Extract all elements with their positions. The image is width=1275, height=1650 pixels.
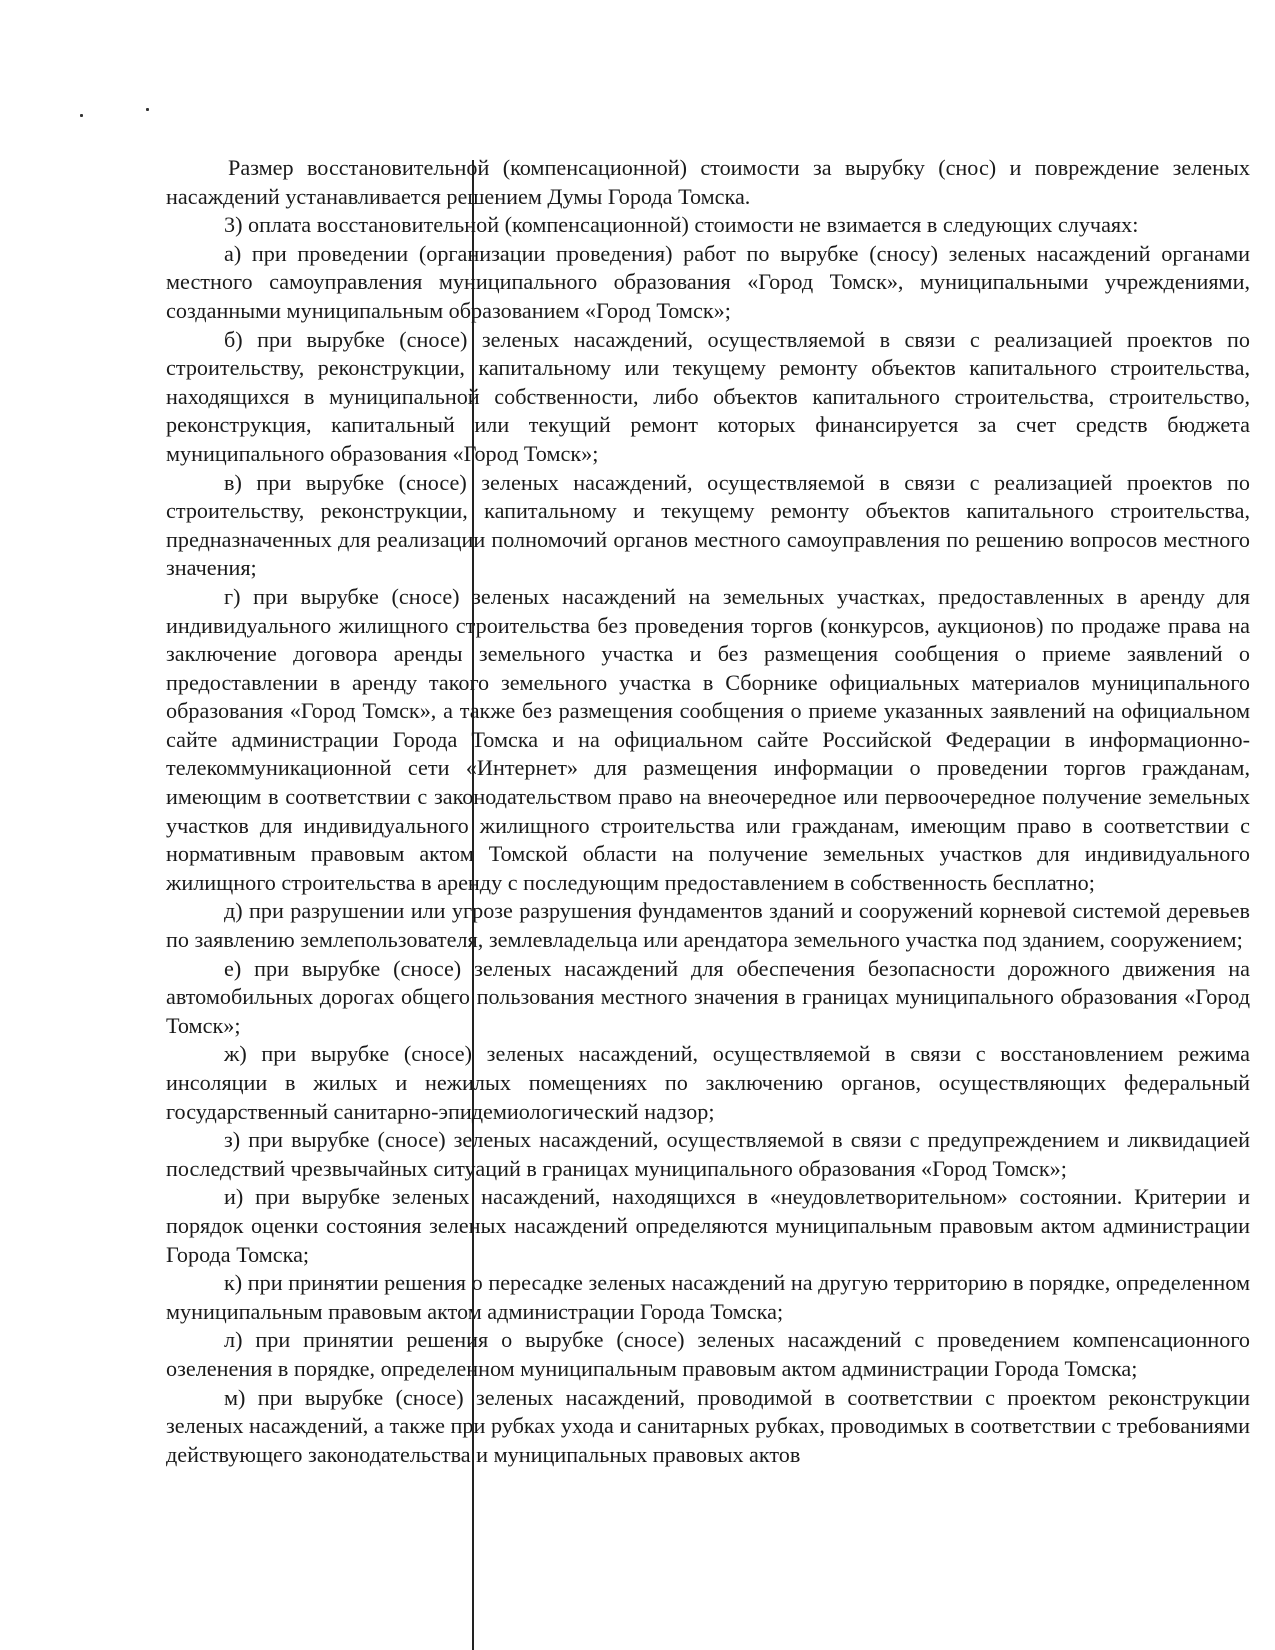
paragraph-item-b: б) при вырубке (сносе) зеленых насаждений, осуществляемой в связи с реализацией проектов по строительству, реконструкции, капитальному или текущему ремонту объектов капитального строительства, находящихся в муниципальной собственности, либо объектов капитального строительства, строительство, реконструкция, капитальный или текущий ремонт которых финансируется за счет средств бюджета муниципального образования «Город Томск»; bbox=[166, 326, 1250, 466]
paragraph-item-k: к) при принятии решения о пересадке зеленых насаждений на другую территорию в порядке, определенном муниципальным правовым актом администрации Города Томска; bbox=[166, 1270, 1250, 1324]
paragraph-intro: Размер восстановительной (компенсационной) стоимости за вырубку (снос) и повреждение зеленых насаждений устанавливается решением Думы Города Томска. bbox=[166, 155, 1250, 209]
paragraph-item-l: л) при принятии решения о вырубке (сносе) зеленых насаждений с проведением компенсационного озеленения в порядке, определенном муниципальным правовым актом администрации Города Томска; bbox=[166, 1327, 1250, 1381]
paragraph-item-e: е) при вырубке (сносе) зеленых насаждений для обеспечения безопасности дорожного движения на автомобильных дорогах общего пользования местного значения в границах муниципального образования «Город Томск»; bbox=[166, 955, 1250, 1038]
scan-speck bbox=[146, 108, 149, 111]
paragraph-item-d: д) при разрушении или угрозе разрушения фундаментов зданий и сооружений корневой системой деревьев по заявлению землепользователя, землевладельца или арендатора земельного участка под зданием, сооружением; bbox=[166, 898, 1250, 953]
paragraph-item-g: г) при вырубке (сносе) зеленых насаждений на земельных участках, предоставленных в аренду для индивидуального жилищного строительства без проведения торгов (конкурсов, аукционов) по продаже права на заключение договора аренды земельного участка и без размещения сообщения о приеме заявлений о предоставлении в аренду такого земельного участка в Сборнике официальных материалов муниципального образования «Город Томск», а также без размещения сообщения о приеме указанных заявлений на официальном сайте администрации Города Томска и на официальном сайте Российской Федерации в информационно-телекоммуникационной сети «Интернет» для размещения информации о проведении торгов гражданам, имеющим в соответствии с законодательством право на внеочередное или первоочередное получение земельных участков для индивидуального жилищного строительства или гражданам, имеющим право в соответствии с нормативным правовым актом Томской области на получение земельных участков для индивидуального жилищного строительства в аренду с последующим предоставлением в собственность бесплатно; bbox=[166, 583, 1250, 895]
paragraph-item-i: и) при вырубке зеленых насаждений, находящихся в «неудовлетворительном» состоянии. Критерии и порядок оценки состояния зеленых насаждений определяются муниципальным правовым актом администрации Города Томска; bbox=[166, 1184, 1250, 1267]
paragraph-item-m: м) при вырубке (сносе) зеленых насаждений, проводимой в соответствии с проектом реконструкции зеленых насаждений, а также при рубках ухода и санитарных рубках, проводимых в соответствии с требованиями действующего законодательства и муниципальных правовых актов bbox=[166, 1384, 1250, 1467]
document-body bbox=[166, 154, 1250, 1469]
paragraph-item-zh: ж) при вырубке (сносе) зеленых насаждений, осуществляемой в связи с восстановлением режима инсоляции в жилых и нежилых помещениях по заключению органов, осуществляющих федеральный государственный санитарно-эпидемиологический надзор; bbox=[166, 1041, 1250, 1124]
paragraph-item-v: в) при вырубке (сносе) зеленых насаждений, осуществляемой в связи с реализацией проектов по строительству, реконструкции, капитальному и текущему ремонту объектов капитального строительства, предназначенных для реализации полномочий органов местного самоуправления по решению вопросов местного значения; bbox=[166, 469, 1250, 581]
scan-speck bbox=[80, 114, 83, 117]
paragraph-item-z: з) при вырубке (сносе) зеленых насаждений, осуществляемой в связи с предупреждением и ликвидацией последствий чрезвычайных ситуаций в границах муниципального образования «Город Томск»; bbox=[166, 1127, 1250, 1181]
paragraph-item-3: 3) оплата восстановительной (компенсационной) стоимости не взимается в следующих случаях: bbox=[224, 212, 1139, 238]
paragraph-item-a: а) при проведении (организации проведения) работ по вырубке (сносу) зеленых насаждений органами местного самоуправления муниципального образования «Город Томск», муниципальными учреждениями, созданными муниципальным образованием «Город Томск»; bbox=[166, 240, 1250, 323]
